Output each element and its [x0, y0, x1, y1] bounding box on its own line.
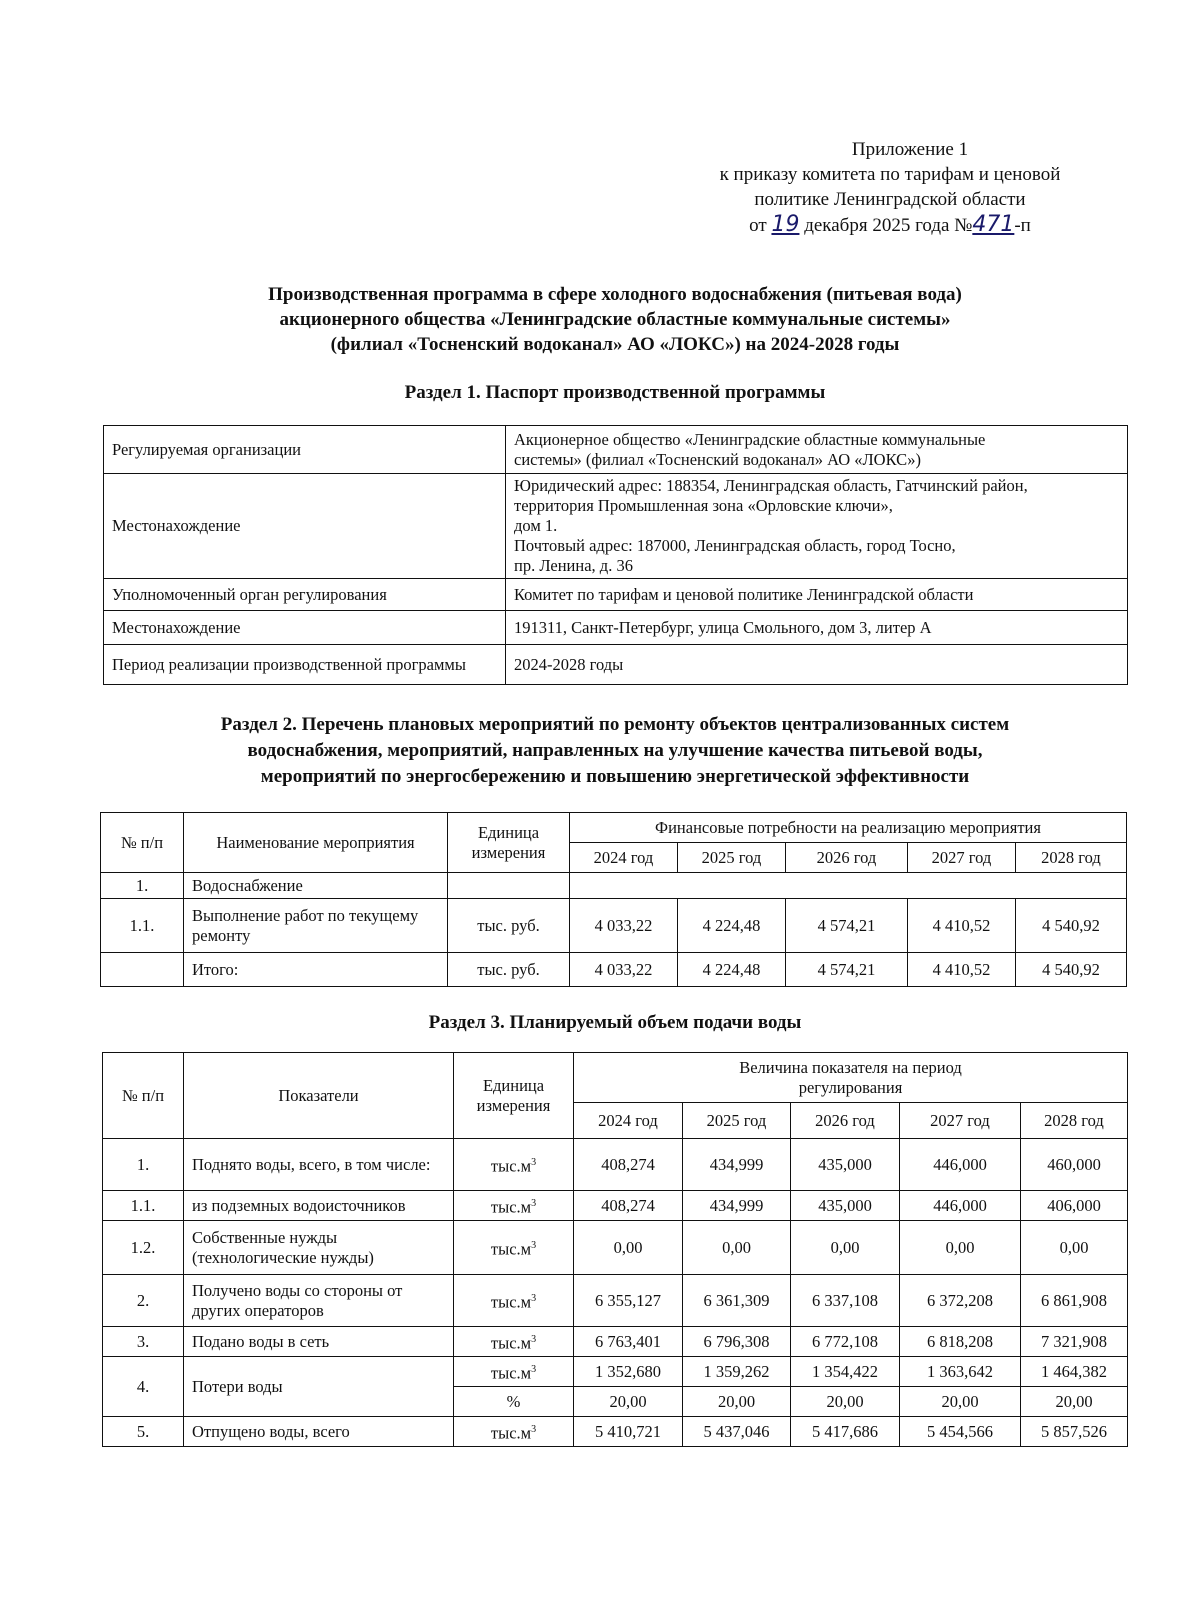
row-value: 435,000	[791, 1191, 900, 1221]
title-line2: акционерного общества «Ленинградские областные коммунальные системы»	[279, 309, 951, 330]
row-unit	[454, 1417, 574, 1447]
row-value: 408,274	[574, 1139, 683, 1191]
passport-label: Местонахождение	[104, 474, 506, 579]
row-value: 6 372,208	[900, 1275, 1021, 1327]
row-value: 6 763,401	[574, 1327, 683, 1357]
date-mid: декабря 2025 года №	[804, 215, 973, 236]
header-year: 2028 год	[1016, 843, 1127, 873]
row-value: 4 033,22	[570, 953, 678, 987]
row-value: 5 437,046	[683, 1417, 791, 1447]
unit-text: тыс.м	[490, 1423, 532, 1443]
passport-value	[506, 645, 1128, 685]
row-value: 408,274	[574, 1191, 683, 1221]
header-year: 2026 год	[791, 1103, 900, 1139]
passport-value-line: территория Промышленная зона «Орловские ключи»,	[514, 496, 893, 515]
row-unit: тыс. руб.	[448, 899, 570, 953]
handwritten-day: 19	[771, 212, 800, 237]
row-num: 5.	[103, 1417, 184, 1447]
row-value: 6 337,108	[791, 1275, 900, 1327]
row-value: 4 540,92	[1016, 953, 1127, 987]
passport-value-line: пр. Ленина, д. 36	[514, 556, 633, 575]
row-name: из подземных водоисточников	[184, 1191, 454, 1221]
row-num: 1.	[103, 1139, 184, 1191]
passport-label: Период реализации производственной программы	[104, 645, 506, 685]
header-year: 2026 год	[786, 843, 908, 873]
row-value: 4 540,92	[1016, 899, 1127, 953]
section1-heading: Раздел 1. Паспорт производственной программы	[404, 382, 826, 403]
unit-text: тыс.м	[490, 1363, 532, 1383]
header-group: Финансовые потребности на реализацию мероприятия	[570, 813, 1127, 843]
row-num: 3.	[103, 1327, 184, 1357]
row-value: 434,999	[683, 1191, 791, 1221]
row-value: 4 574,21	[786, 953, 908, 987]
measure-row	[101, 953, 1127, 987]
row-value: 1 354,422	[791, 1357, 900, 1387]
row-name: Собственные нужды (технологические нужды)	[184, 1221, 454, 1275]
row-value: 20,00	[900, 1387, 1021, 1417]
header-year: 2025 год	[683, 1103, 791, 1139]
row-value: 1 464,382	[1021, 1357, 1128, 1387]
row-value: 5 417,686	[791, 1417, 900, 1447]
unit-text: тыс.м	[490, 1333, 532, 1353]
row-unit	[454, 1357, 574, 1387]
row-value: 4 033,22	[570, 899, 678, 953]
section2-heading-line2: водоснабжения, мероприятий, направленных на улучшение качества питьевой воды,	[247, 740, 983, 761]
unit-text: тыс.м	[490, 1292, 532, 1312]
volume-row	[103, 1139, 1128, 1191]
row-value: 1 363,642	[900, 1357, 1021, 1387]
row-unit: тыс. руб.	[448, 953, 570, 987]
unit-superscript: 3	[531, 1423, 537, 1435]
row-value: 4 410,52	[908, 899, 1016, 953]
document-title	[100, 282, 1130, 357]
date-prefix: от	[749, 215, 767, 236]
handwritten-number: 471	[972, 212, 1015, 237]
appendix-line3: политике Ленинградской области	[754, 189, 1026, 210]
appendix-date	[640, 212, 1140, 238]
row-unit	[448, 873, 570, 899]
row-num	[101, 953, 184, 987]
row-value: 460,000	[1021, 1139, 1128, 1191]
unit-superscript: 3	[531, 1363, 537, 1375]
measure-row	[101, 899, 1127, 953]
row-value: 435,000	[791, 1139, 900, 1191]
row-value: 4 224,48	[678, 899, 786, 953]
row-unit: %	[454, 1387, 574, 1417]
row-unit	[454, 1327, 574, 1357]
row-num: 1.1.	[101, 899, 184, 953]
section2-heading-line1: Раздел 2. Перечень плановых мероприятий по ремонту объектов централизованных систем	[220, 714, 1010, 735]
header-unit: Единица измерения	[454, 1053, 574, 1139]
row-unit	[454, 1275, 574, 1327]
passport-value-line: 191311, Санкт-Петербург, улица Смольного, дом 3, литер А	[514, 617, 932, 637]
header-name: Наименование мероприятия	[184, 813, 448, 873]
row-value: 4 410,52	[908, 953, 1016, 987]
section2-heading	[100, 712, 1130, 790]
passport-label: Местонахождение	[104, 611, 506, 645]
appendix-line2: к приказу комитета по тарифам и ценовой	[719, 164, 1061, 185]
header-name: Показатели	[184, 1053, 454, 1139]
header-year: 2025 год	[678, 843, 786, 873]
row-unit	[454, 1191, 574, 1221]
passport-row	[104, 426, 1128, 474]
row-value: 7 321,908	[1021, 1327, 1128, 1357]
row-value: 6 861,908	[1021, 1275, 1128, 1327]
row-name: Поднято воды, всего, в том числе:	[184, 1139, 454, 1191]
passport-value-line: 2024-2028 годы	[514, 654, 624, 674]
row-value: 0,00	[574, 1221, 683, 1275]
unit-text: тыс.м	[490, 1156, 532, 1176]
appendix-header	[640, 137, 1140, 238]
passport-value	[506, 579, 1128, 611]
row-value: 6 772,108	[791, 1327, 900, 1357]
section3-heading: Раздел 3. Планируемый объем подачи воды	[428, 1012, 802, 1033]
row-value: 1 352,680	[574, 1357, 683, 1387]
row-value: 5 454,566	[900, 1417, 1021, 1447]
volume-row	[103, 1191, 1128, 1221]
measure-row	[101, 873, 1127, 899]
row-name: Отпущено воды, всего	[184, 1417, 454, 1447]
volume-row	[103, 1417, 1128, 1447]
row-name: Потери воды	[184, 1357, 454, 1417]
row-name: Итого:	[184, 953, 448, 987]
passport-value-line: системы» (филиал «Тосненский водоканал» АО «ЛОКС»)	[514, 449, 921, 469]
row-value: 0,00	[1021, 1221, 1128, 1275]
appendix-line1: Приложение 1	[851, 139, 969, 160]
volume-row	[103, 1357, 1128, 1387]
row-num: 4.	[103, 1357, 184, 1417]
unit-text: тыс.м	[490, 1239, 532, 1259]
unit-superscript: 3	[531, 1239, 537, 1251]
header-year: 2024 год	[570, 843, 678, 873]
row-value: 0,00	[791, 1221, 900, 1275]
title-line3: (филиал «Тосненский водоканал» АО «ЛОКС») на 2024-2028 годы	[330, 334, 900, 355]
passport-row	[104, 611, 1128, 645]
unit-text: тыс.м	[490, 1197, 532, 1217]
passport-row	[104, 579, 1128, 611]
measures-table	[100, 812, 1127, 987]
volume-row	[103, 1275, 1128, 1327]
row-num: 2.	[103, 1275, 184, 1327]
header-year: 2028 год	[1021, 1103, 1128, 1139]
passport-label: Уполномоченный орган регулирования	[104, 579, 506, 611]
row-num: 1.1.	[103, 1191, 184, 1221]
volume-row	[103, 1327, 1128, 1357]
row-value: 0,00	[900, 1221, 1021, 1275]
row-value: 434,999	[683, 1139, 791, 1191]
number-suffix: -п	[1014, 215, 1031, 236]
unit-superscript: 3	[531, 1292, 537, 1304]
header-unit: Единица измерения	[448, 813, 570, 873]
row-name: Получено воды со стороны от других операторов	[184, 1275, 454, 1327]
row-unit	[454, 1139, 574, 1191]
passport-value-line: Комитет по тарифам и ценовой политике Ленинградской области	[514, 584, 974, 604]
header-year: 2024 год	[574, 1103, 683, 1139]
section2-heading-line3: мероприятий по энергосбережению и повышению энергетической эффективности	[260, 766, 970, 787]
passport-row	[104, 474, 1128, 579]
passport-value-line: дом 1.	[514, 516, 558, 535]
passport-value	[506, 474, 1128, 579]
row-name: Водоснабжение	[184, 873, 448, 899]
header-year: 2027 год	[900, 1103, 1021, 1139]
row-value: 6 818,208	[900, 1327, 1021, 1357]
passport-value-line: Почтовый адрес: 187000, Ленинградская область, город Тосно,	[514, 536, 956, 555]
row-num: 1.2.	[103, 1221, 184, 1275]
row-value: 20,00	[1021, 1387, 1128, 1417]
passport-value	[506, 426, 1128, 474]
row-value: 6 355,127	[574, 1275, 683, 1327]
row-value: 6 796,308	[683, 1327, 791, 1357]
row-value: 406,000	[1021, 1191, 1128, 1221]
row-value: 5 410,721	[574, 1417, 683, 1447]
row-num: 1.	[101, 873, 184, 899]
row-name: Подано воды в сеть	[184, 1327, 454, 1357]
header-num: № п/п	[103, 1053, 184, 1139]
row-value: 0,00	[683, 1221, 791, 1275]
volume-row	[103, 1221, 1128, 1275]
unit-superscript: 3	[531, 1197, 537, 1209]
row-name: Выполнение работ по текущему ремонту	[184, 899, 448, 953]
row-value: 4 574,21	[786, 899, 908, 953]
row-value: 446,000	[900, 1191, 1021, 1221]
header-num: № п/п	[101, 813, 184, 873]
passport-value	[506, 611, 1128, 645]
row-value: 4 224,48	[678, 953, 786, 987]
header-group: Величина показателя на период регулирования	[574, 1053, 1128, 1103]
row-value: 5 857,526	[1021, 1417, 1128, 1447]
row-value: 1 359,262	[683, 1357, 791, 1387]
unit-superscript: 3	[531, 1156, 537, 1168]
unit-superscript: 3	[531, 1333, 537, 1345]
row-value: 446,000	[900, 1139, 1021, 1191]
row-value: 6 361,309	[683, 1275, 791, 1327]
row-empty	[570, 873, 1127, 899]
passport-table	[103, 425, 1128, 685]
row-unit	[454, 1221, 574, 1275]
passport-value-line: Акционерное общество «Ленинградские областные коммунальные	[514, 429, 986, 449]
title-line1: Производственная программа в сфере холодного водоснабжения (питьевая вода)	[268, 284, 962, 305]
header-year: 2027 год	[908, 843, 1016, 873]
water-volume-table	[102, 1052, 1128, 1447]
passport-row	[104, 645, 1128, 685]
row-value: 20,00	[683, 1387, 791, 1417]
row-value: 20,00	[791, 1387, 900, 1417]
row-value: 20,00	[574, 1387, 683, 1417]
passport-value-line: Юридический адрес: 188354, Ленинградская область, Гатчинский район,	[514, 476, 1028, 495]
passport-label: Регулируемая организации	[104, 426, 506, 474]
